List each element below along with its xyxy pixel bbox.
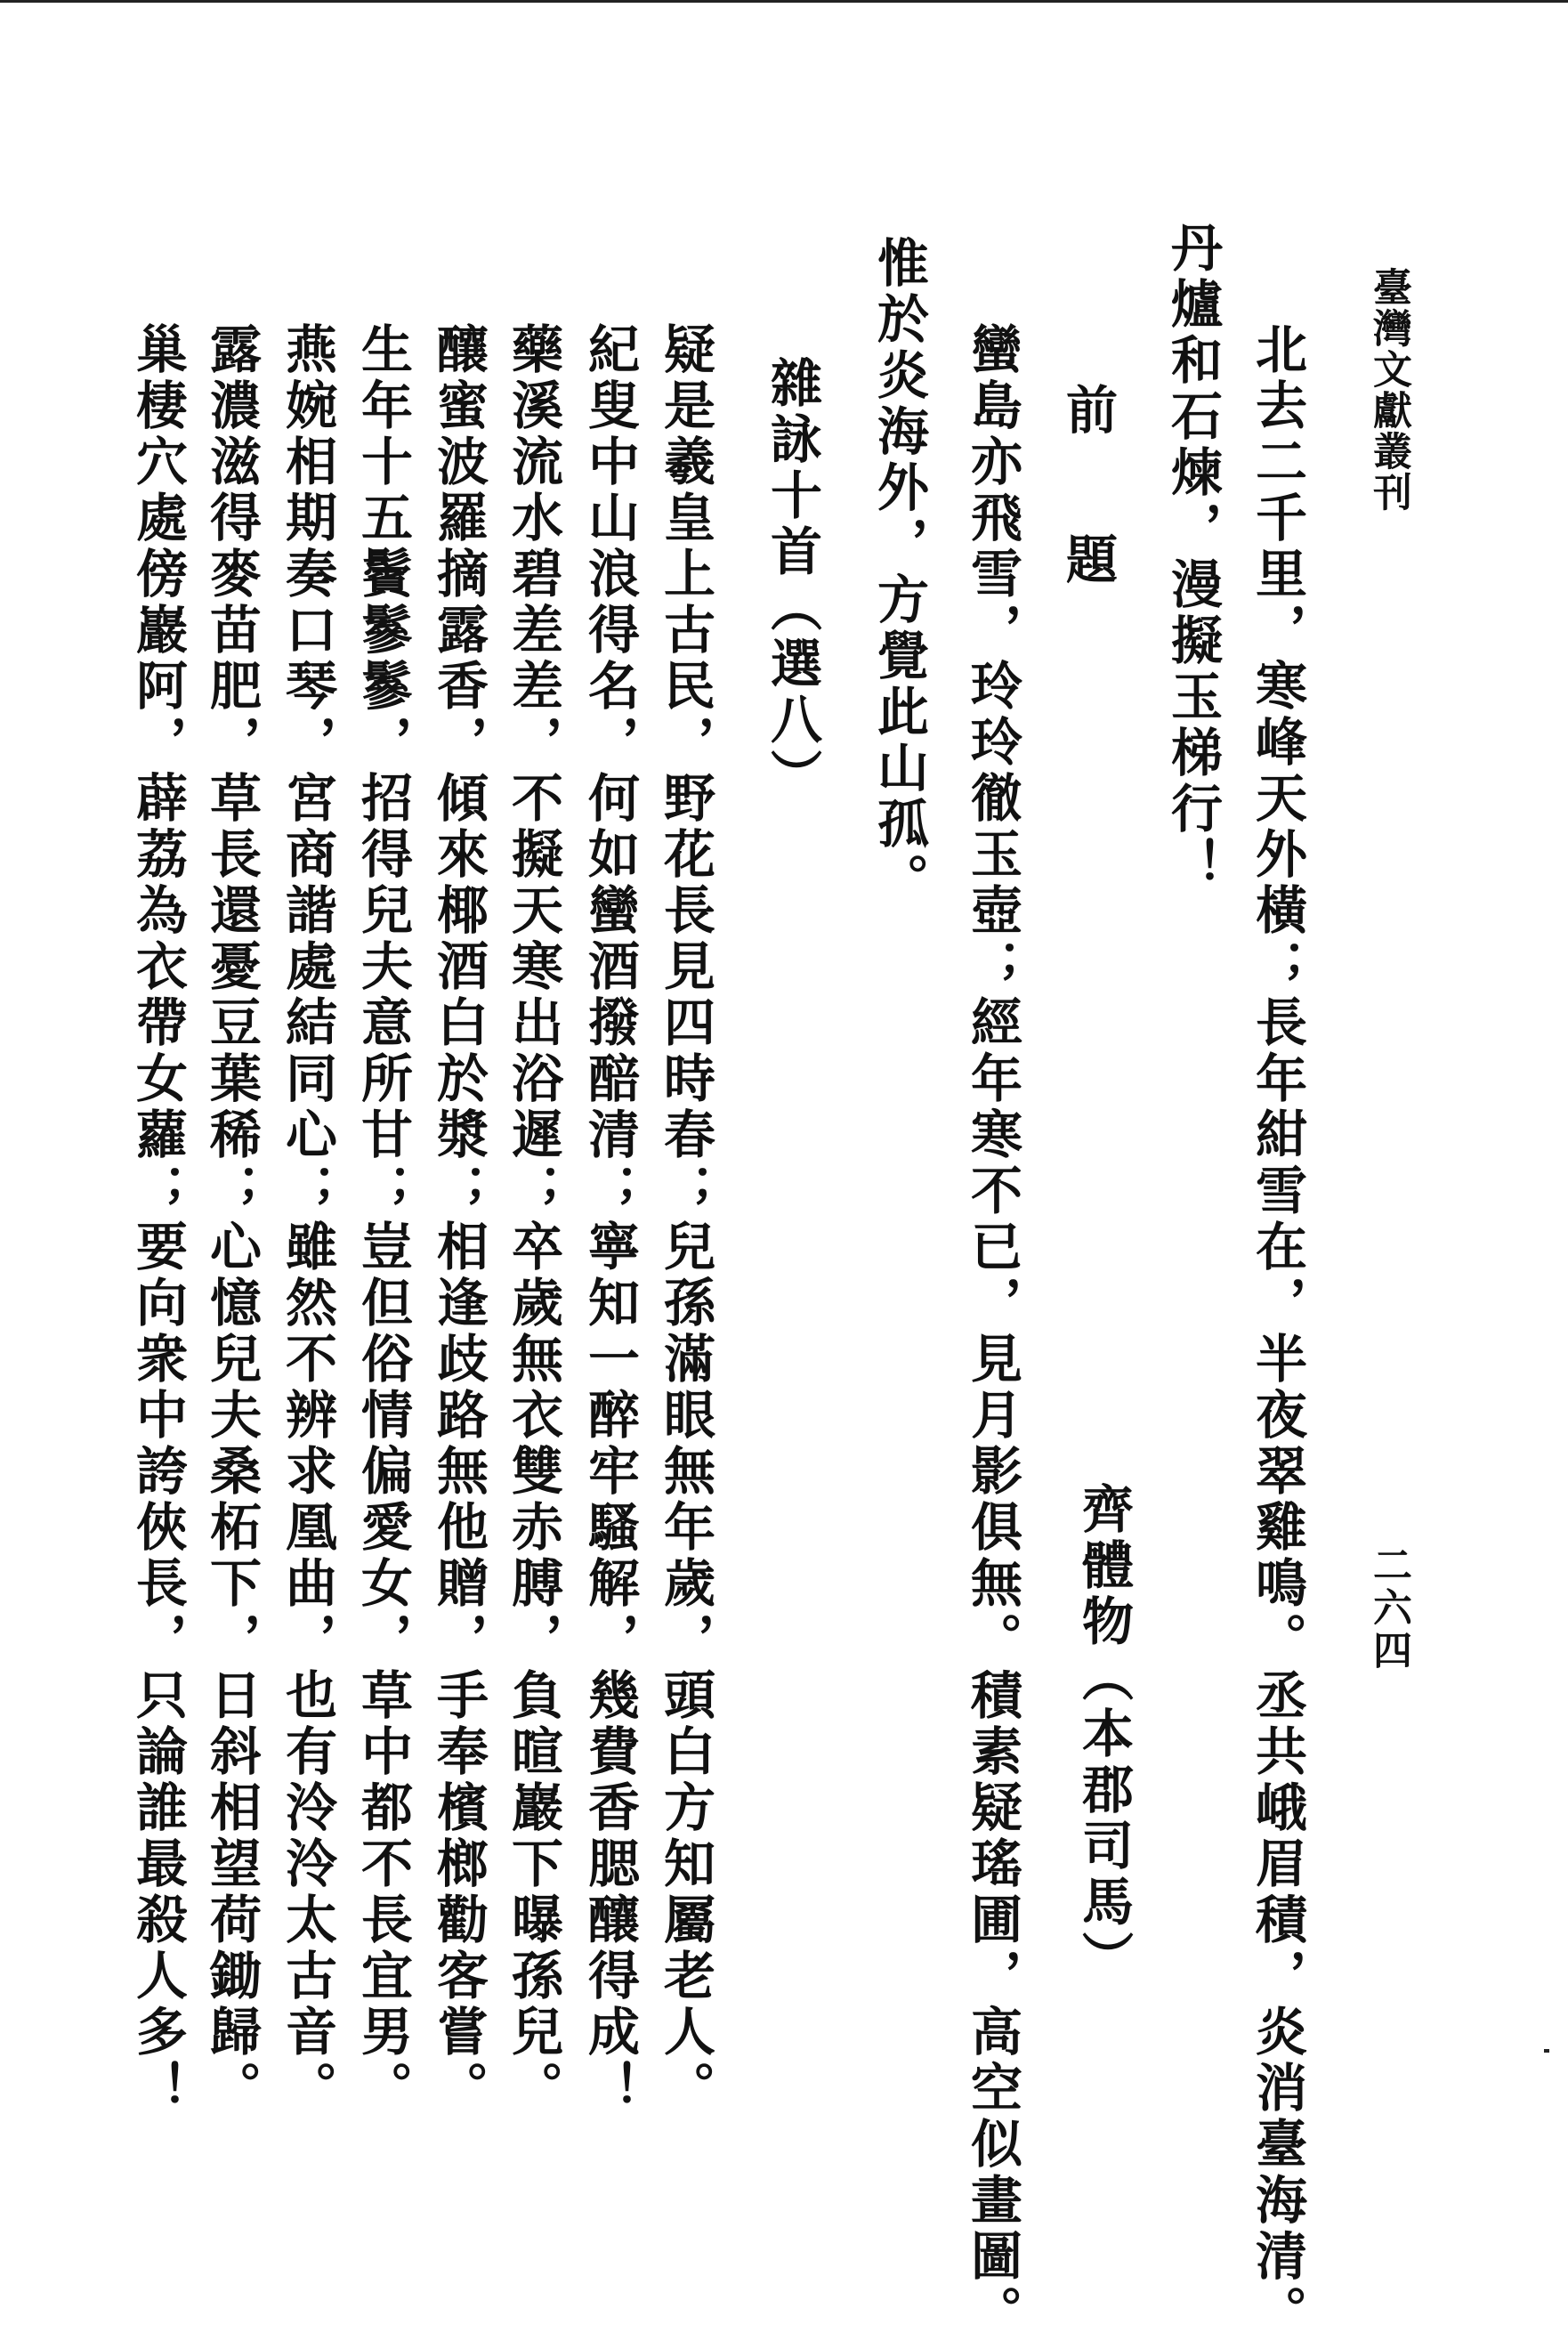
poem1-line-2: 丹爐和石煉，漫擬玉梯行！ <box>1162 221 1223 894</box>
book-title: 臺灣文獻叢刊 <box>1366 267 1411 513</box>
poem3-line-6: 燕婉相期奏口琴，宮商諧處結同心；雖然不辨求凰曲，也有泠泠太古音。 <box>277 322 337 2117</box>
poem3-line-2: 紀叟中山浪得名，何如蠻酒撥醅清；寧知一醉牢騷解，幾費香腮釀得成！ <box>579 322 640 2117</box>
poem3-line-3: 藥溪流水碧差差，不擬天寒出浴遲；卒歲無衣雙赤膊，負暄巖下曝孫兒。 <box>503 322 563 2117</box>
top-border-line <box>0 0 1568 3</box>
poem3-line-7: 露濃滋得麥苗肥，草長還憂豆葉稀；心憶兒夫桑柘下，日斜相望荷鋤歸。 <box>201 322 262 2117</box>
poem2-line-2: 惟於炎海外，方覺此山孤。 <box>869 236 929 909</box>
poem3-line-1: 疑是羲皇上古民，野花長見四時春；兒孫滿眼無年歲，頭白方知屬老人。 <box>655 322 715 2117</box>
scan-speck <box>1544 2049 1549 2053</box>
poem3-title: 雜詠十首（選八） <box>762 356 822 805</box>
poem3-line-5: 生年十五鬢鬖鬖，招得兒夫意所甘；豈但俗情偏愛女，草中都不長宜男。 <box>352 322 413 2117</box>
poem3-line-4: 釀蜜波羅摘露香，傾來椰酒白於漿；相逢歧路無他贈，手奉檳榔勸客嘗。 <box>428 322 489 2117</box>
poem1-line-1: 北去二千里，寒峰天外橫；長年紺雪在，半夜翠雞鳴。丞共峨眉積，炎消臺海清。 <box>1247 322 1307 2341</box>
poem2-line-1: 蠻島亦飛雪，玲玲徹玉壺；經年寒不已，見月影俱無。積素疑瑤圃，高空似畫圖。 <box>962 322 1022 2341</box>
poem2-author: 齊體物（本郡司馬） <box>1073 1482 1134 1987</box>
poem2-title: 前 題 <box>1057 383 1118 607</box>
poem3-line-8: 巢棲穴處傍巖阿，薜荔為衣帶女蘿；要向衆中誇俠長，只論誰最殺人多！ <box>127 322 188 2117</box>
page-number: 二六四 <box>1366 1544 1411 1673</box>
